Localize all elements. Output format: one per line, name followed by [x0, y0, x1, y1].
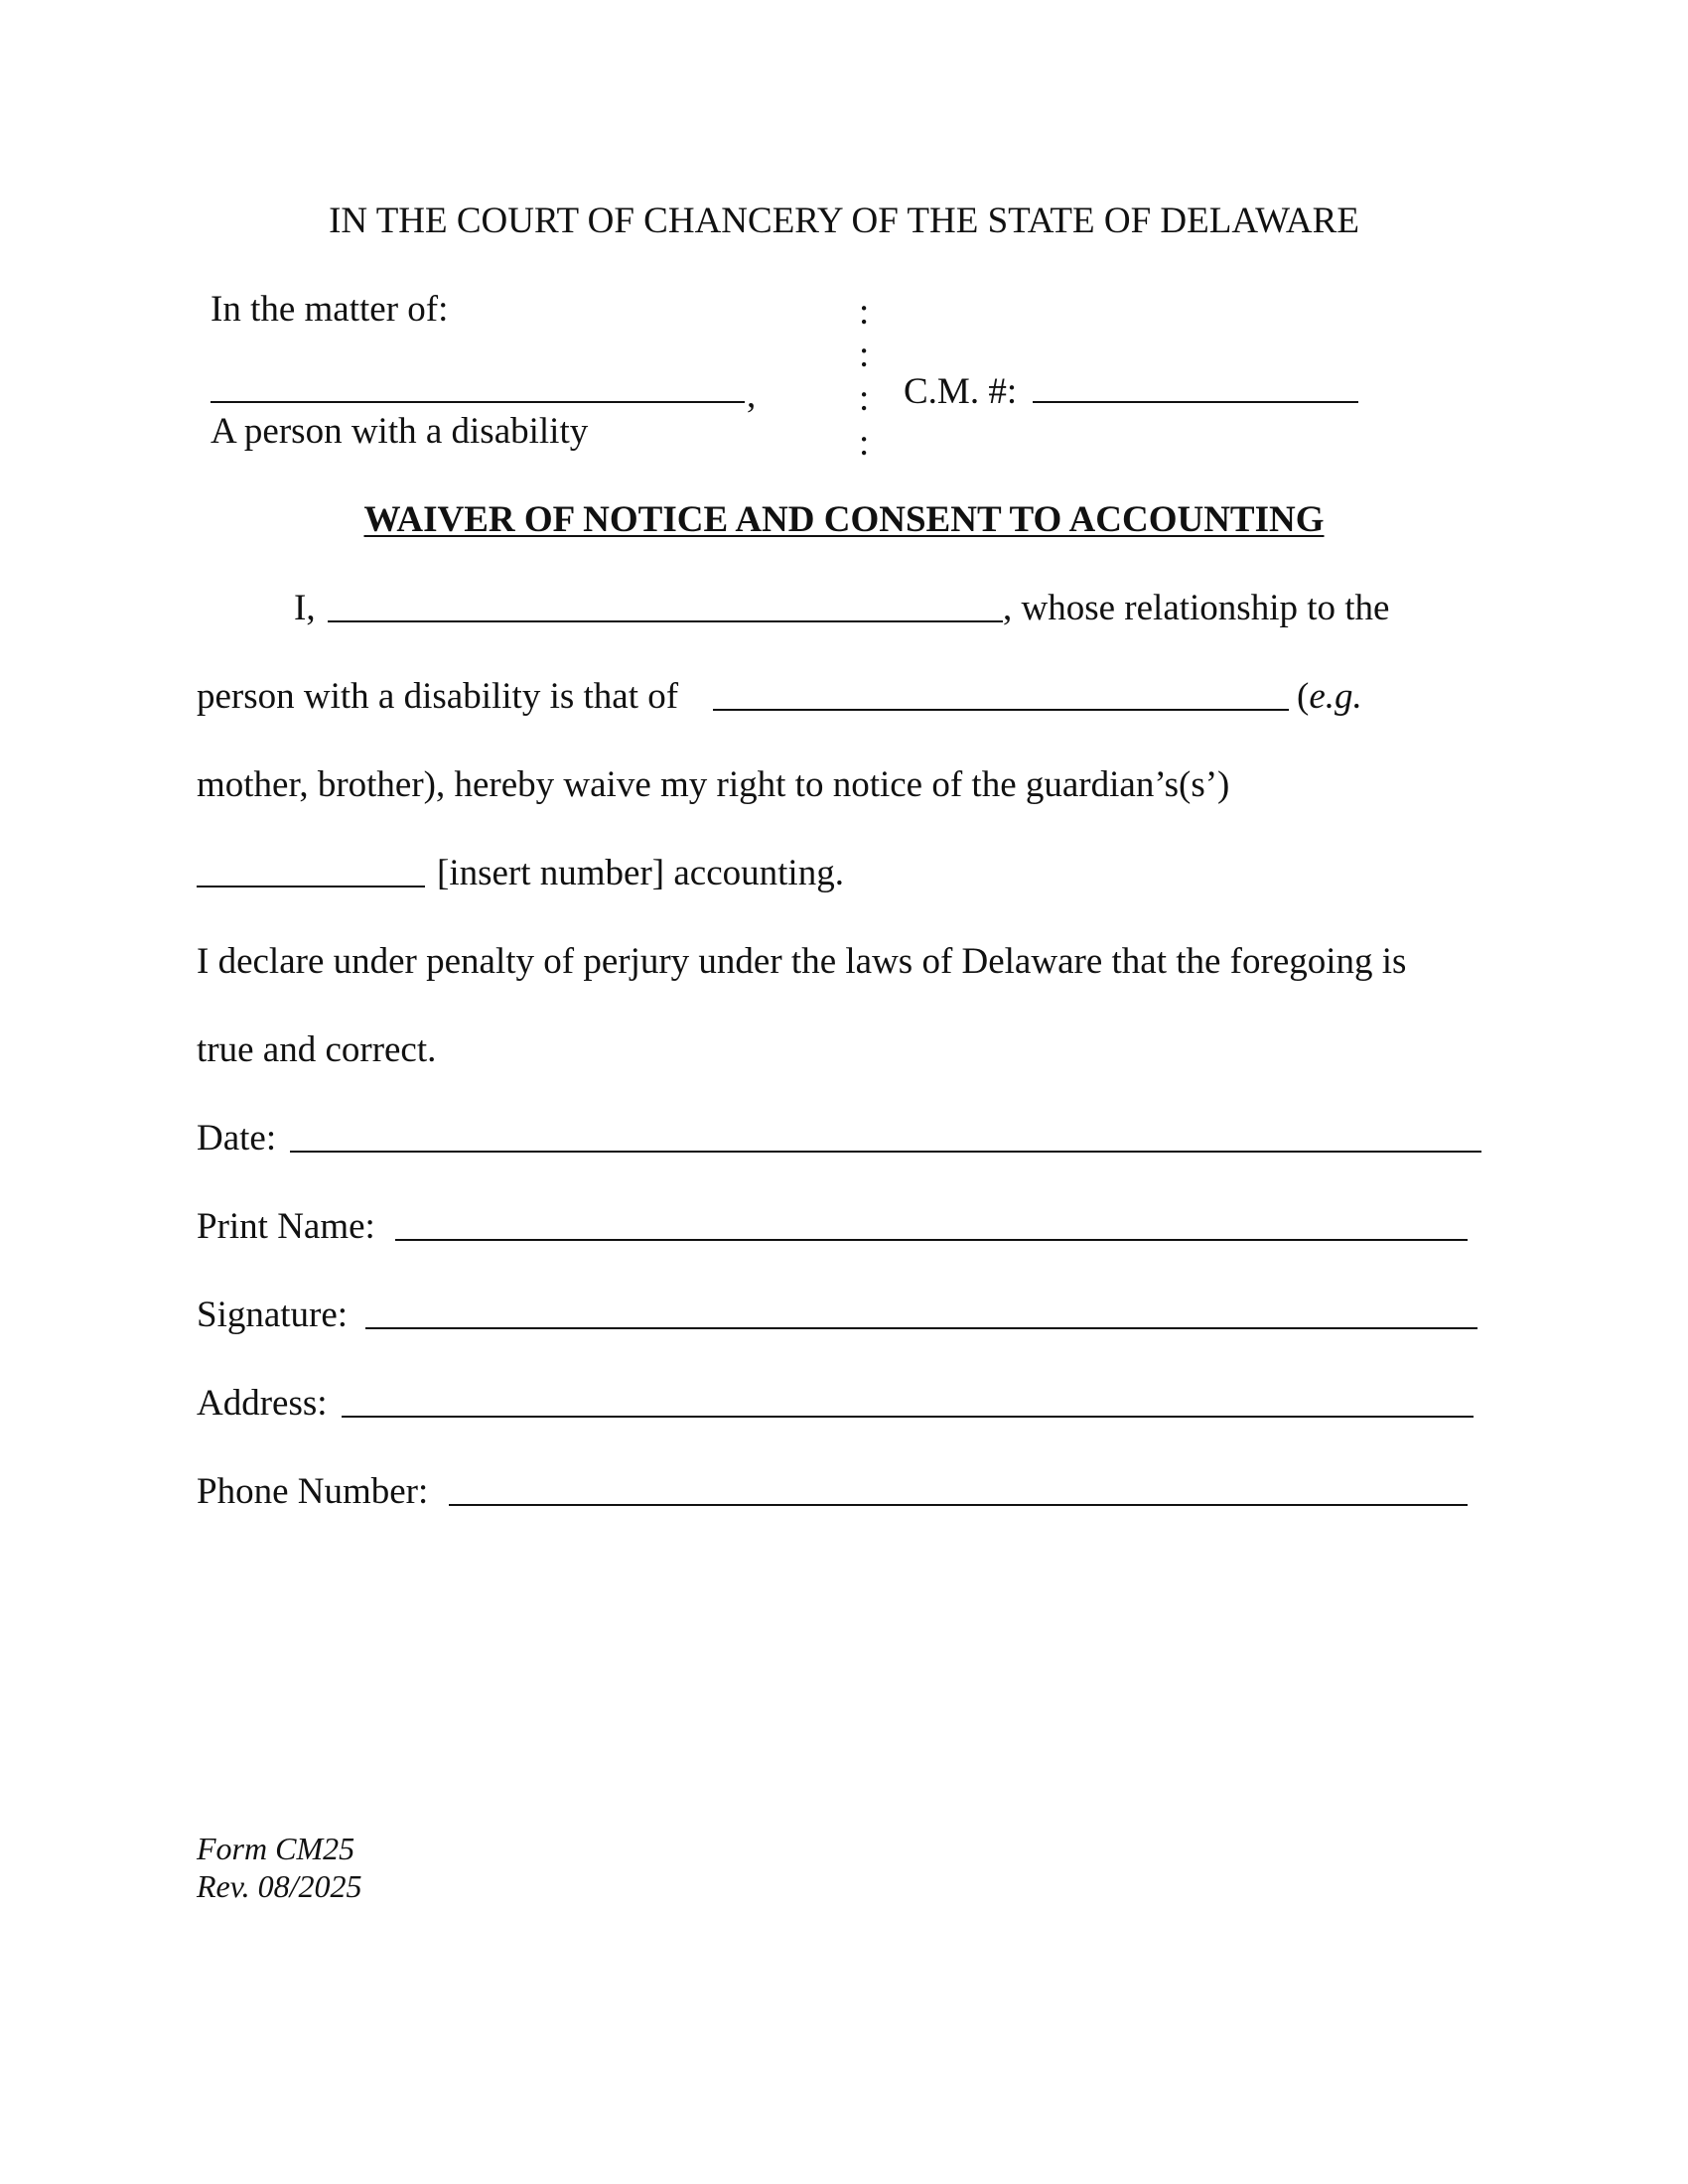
phone-number-field[interactable] [449, 1504, 1468, 1506]
person-name-field[interactable] [211, 401, 745, 403]
eg-note [1297, 678, 1362, 715]
form-revision: Rev. 08/2025 [197, 1868, 362, 1904]
signature-label: Signature: [197, 1295, 349, 1335]
body-line3: mother, brother), hereby waive my right to notice of the guardian’s(s’) [197, 764, 1230, 805]
declaration-line2: true and correct. [197, 1029, 437, 1070]
name-comma: , [747, 375, 757, 416]
form-number: Form CM25 [197, 1831, 355, 1866]
person-with-disability-label: A person with a disability [211, 411, 589, 452]
print-name-label: Print Name: [197, 1206, 375, 1247]
caption-colon: : [859, 292, 870, 333]
form-title: WAIVER OF NOTICE AND CONSENT TO ACCOUNTING [363, 499, 1325, 540]
body-line4-suffix: [insert number] accounting. [437, 853, 844, 893]
eg-paren: ( [1297, 676, 1310, 717]
caption-colon: : [859, 335, 870, 375]
address-label: Address: [197, 1383, 328, 1424]
matter-label: In the matter of: [211, 289, 449, 330]
declarant-name-field[interactable] [328, 620, 1003, 622]
signature-field[interactable] [365, 1327, 1477, 1329]
print-name-field[interactable] [395, 1239, 1468, 1241]
date-field[interactable] [290, 1151, 1481, 1153]
body-line2-prefix: person with a disability is that of [197, 676, 679, 717]
caption-colon: : [859, 378, 870, 419]
eg-italic: e.g. [1309, 676, 1362, 717]
phone-number-label: Phone Number: [197, 1471, 429, 1512]
accounting-number-field[interactable] [197, 886, 425, 887]
court-title: IN THE COURT OF CHANCERY OF THE STATE OF DELAWARE [329, 201, 1359, 241]
date-label: Date: [197, 1118, 277, 1159]
body-line1-prefix: I, [294, 588, 316, 628]
caption-colon: : [859, 423, 870, 464]
declaration-line1: I declare under penalty of perjury under the laws of Delaware that the foregoing is [197, 941, 1407, 982]
body-line1-suffix: , whose relationship to the [1003, 588, 1390, 628]
address-field[interactable] [342, 1416, 1474, 1418]
cm-number-label: C.M. #: [904, 371, 1018, 412]
cm-number-field[interactable] [1033, 401, 1358, 403]
relationship-field[interactable] [713, 709, 1289, 711]
